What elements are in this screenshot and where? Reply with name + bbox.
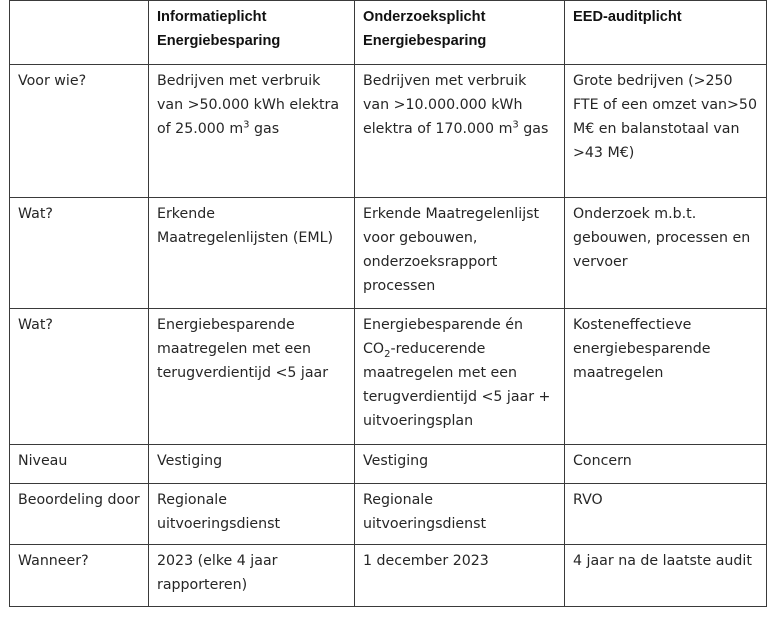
subscript: 2 xyxy=(384,348,391,360)
cell-eed-auditplicht: 4 jaar na de laatste audit xyxy=(565,545,767,607)
cell-onderzoeksplicht: 1 december 2023 xyxy=(355,545,565,607)
cell-text: Bedrijven met verbruik van >10.000.000 kWh elektra of 170.000 m xyxy=(363,73,527,137)
cell-informatieplicht: 2023 (elke 4 jaar rapporteren) xyxy=(149,545,355,607)
cell-eed-auditplicht: Kosteneffectieve energiebesparende maatregelen xyxy=(565,309,767,445)
header-informatieplicht: Informatieplicht Energiebesparing xyxy=(149,1,355,65)
cell-informatieplicht xyxy=(149,65,355,198)
obligations-comparison-table xyxy=(9,0,767,607)
header-row xyxy=(10,1,767,65)
cell-informatieplicht: Energiebesparende maatregelen met een terugverdientijd <5 jaar xyxy=(149,309,355,445)
cell-onderzoeksplicht xyxy=(355,65,565,198)
cell-eed-auditplicht: Onderzoek m.b.t. gebouwen, processen en vervoer xyxy=(565,198,767,309)
header-eed-auditplicht: EED-auditplicht xyxy=(565,1,767,65)
cell-eed-auditplicht: Grote bedrijven (>250 FTE of een omzet van>50 M€ en balanstotaal van >43 M€) xyxy=(565,65,767,198)
table-row-niveau xyxy=(10,445,767,484)
cell-informatieplicht: Erkende Maatregelenlijsten (EML) xyxy=(149,198,355,309)
row-label: Wat? xyxy=(10,309,149,445)
row-label: Niveau xyxy=(10,445,149,484)
row-label: Wanneer? xyxy=(10,545,149,607)
table-row-wat-1 xyxy=(10,198,767,309)
cell-eed-auditplicht: RVO xyxy=(565,484,767,545)
table-row-beoordeling xyxy=(10,484,767,545)
superscript: 3 xyxy=(243,119,250,131)
row-label: Voor wie? xyxy=(10,65,149,198)
cell-text: gas xyxy=(518,121,549,137)
cell-text: gas xyxy=(249,121,280,137)
cell-onderzoeksplicht: Regionale uitvoeringsdienst xyxy=(355,484,565,545)
superscript: 3 xyxy=(512,119,519,131)
cell-informatieplicht: Vestiging xyxy=(149,445,355,484)
header-corner-cell xyxy=(10,1,149,65)
header-onderzoeksplicht: Onderzoeksplicht Energiebesparing xyxy=(355,1,565,65)
cell-informatieplicht: Regionale uitvoeringsdienst xyxy=(149,484,355,545)
cell-onderzoeksplicht: Erkende Maatregelenlijst voor gebouwen, onderzoeksrapport processen xyxy=(355,198,565,309)
cell-text: Bedrijven met verbruik van >50.000 kWh elektra of 25.000 m xyxy=(157,73,340,137)
table-row-wat-2 xyxy=(10,309,767,445)
cell-onderzoeksplicht: Vestiging xyxy=(355,445,565,484)
table-row-wanneer xyxy=(10,545,767,607)
cell-text: Energiebesparende én CO xyxy=(363,317,523,357)
row-label: Beoordeling door xyxy=(10,484,149,545)
cell-onderzoeksplicht xyxy=(355,309,565,445)
table-row-voor-wie xyxy=(10,65,767,198)
row-label: Wat? xyxy=(10,198,149,309)
cell-eed-auditplicht: Concern xyxy=(565,445,767,484)
cell-text: -reducerende maatregelen met een terugverdientijd <5 jaar + uitvoeringsplan xyxy=(363,341,551,429)
